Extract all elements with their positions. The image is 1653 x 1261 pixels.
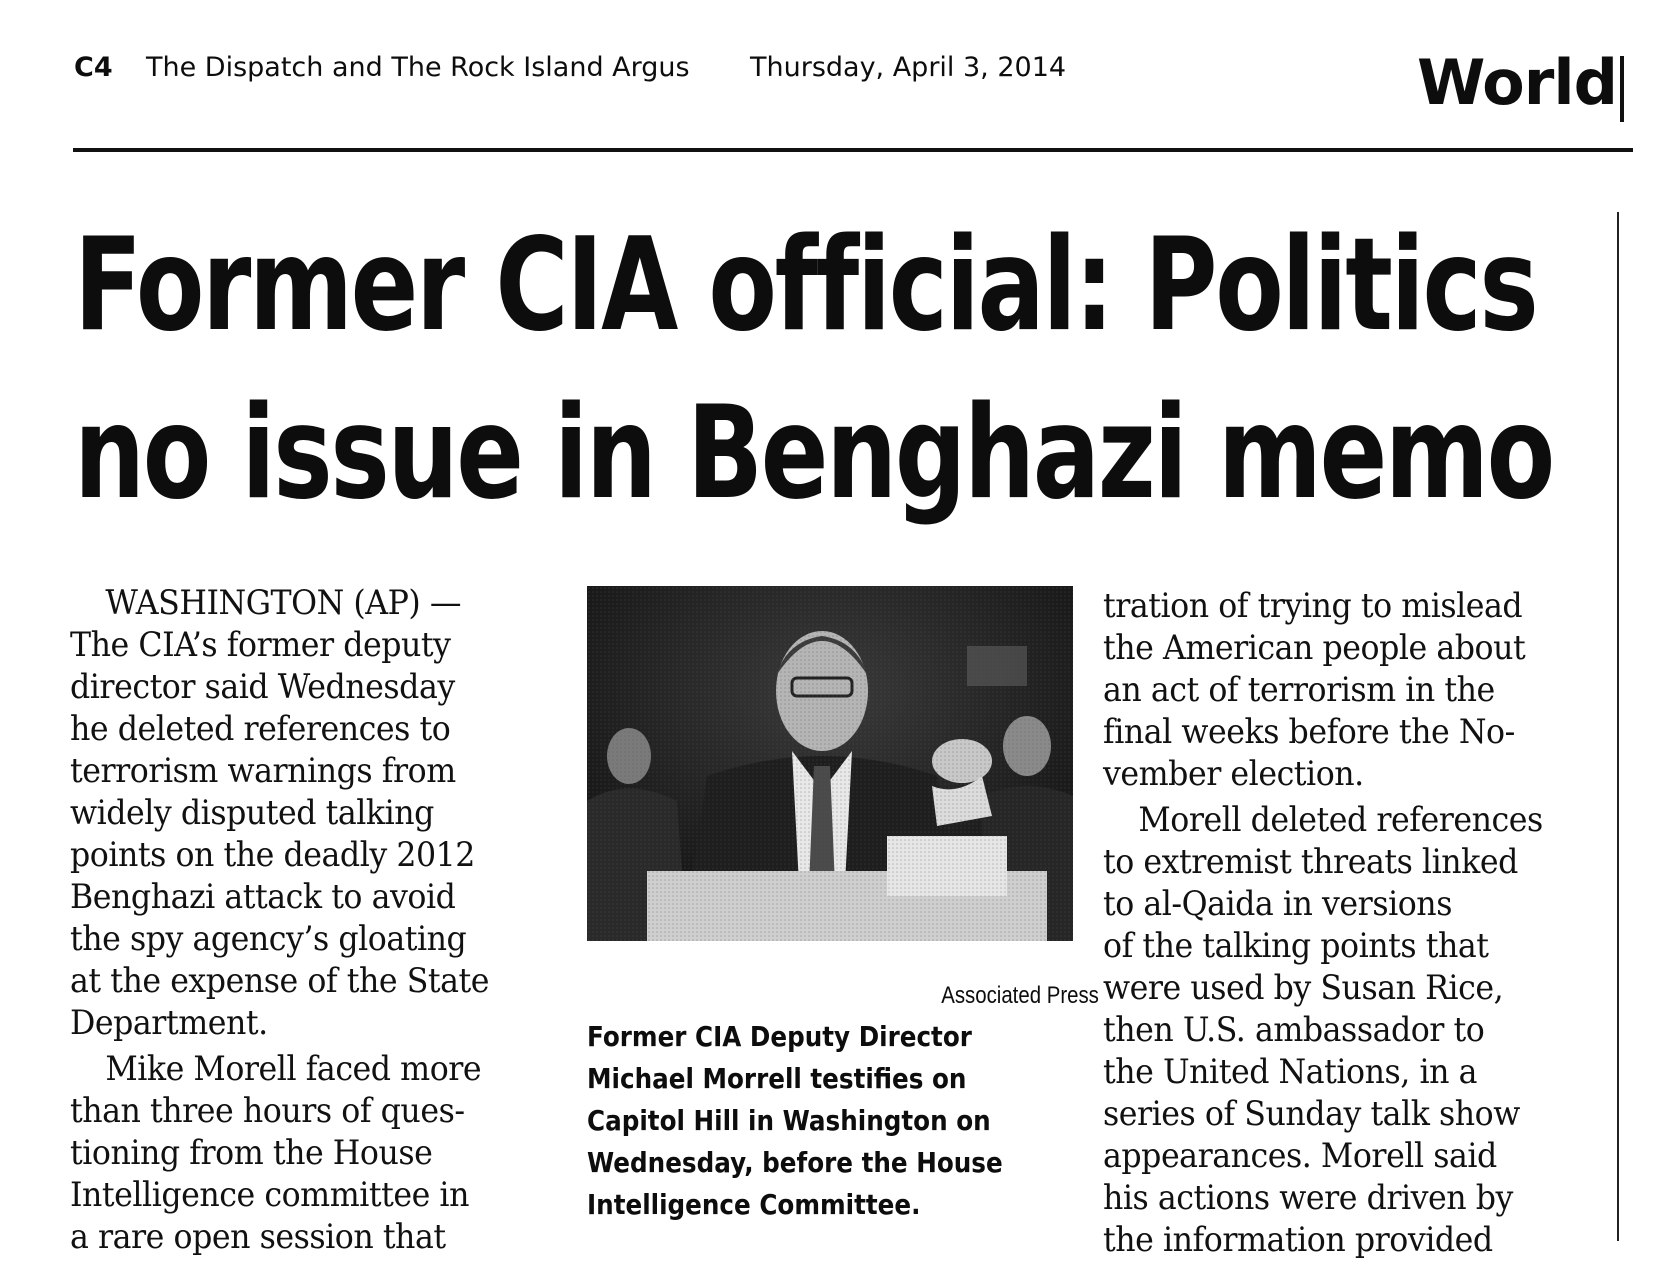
- photo-illustration: [587, 586, 1073, 941]
- publication-date: Thursday, April 3, 2014: [750, 52, 1067, 83]
- body-line: were used by Susan Rice,: [1103, 968, 1504, 1008]
- body-line: then U.S. ambassador to: [1103, 1010, 1485, 1050]
- caption-line: Wednesday, before the House: [587, 1146, 1003, 1179]
- article-column-1: [70, 582, 521, 1258]
- body-line: The CIA’s former deputy: [70, 625, 451, 665]
- body-line: Department.: [70, 1003, 268, 1043]
- body-line: WASHINGTON (AP) —: [105, 583, 462, 623]
- body-line: Mike Morell faced more: [105, 1049, 482, 1089]
- body-line: tration of trying to mislead: [1103, 586, 1523, 626]
- body-line: vember election.: [1103, 754, 1364, 794]
- body-line: to al-Qaida in versions: [1103, 884, 1452, 924]
- body-line: he deleted references to: [70, 709, 451, 749]
- caption-line: Capitol Hill in Washington on: [587, 1104, 991, 1137]
- headline: [74, 202, 1553, 538]
- body-line: his actions were driven by: [1103, 1178, 1513, 1218]
- article-column-3: [1103, 585, 1576, 1261]
- body-line: a rare open session that: [70, 1217, 446, 1257]
- news-photo: [587, 586, 1073, 941]
- body-line: points on the deadly 2012: [70, 835, 475, 875]
- photo-caption: [587, 1016, 1080, 1226]
- page-number: C4: [74, 52, 113, 83]
- newspaper-name: The Dispatch and The Rock Island Argus: [146, 52, 690, 83]
- body-line: of the talking points that: [1103, 926, 1489, 966]
- body-line: the spy agency’s gloating: [70, 919, 467, 959]
- caption-line: Former CIA Deputy Director: [587, 1020, 972, 1053]
- body-line: terrorism warnings from: [70, 751, 456, 791]
- body-line: series of Sunday talk show: [1103, 1094, 1520, 1134]
- body-line: Morell deleted references: [1138, 800, 1543, 840]
- body-line: tioning from the House: [70, 1133, 433, 1173]
- body-line: an act of terrorism in the: [1103, 670, 1495, 710]
- body-line: at the expense of the State: [70, 961, 490, 1001]
- caption-line: Intelligence Committee.: [587, 1188, 921, 1221]
- photo-credit: Associated Press: [941, 982, 1099, 1009]
- header-rule: [73, 148, 1633, 152]
- body-line: the information provided: [1103, 1220, 1493, 1260]
- body-line: appearances. Morell said: [1103, 1136, 1497, 1176]
- section-label: World: [1417, 46, 1617, 119]
- body-line: director said Wednesday: [70, 667, 455, 707]
- body-line: widely disputed talking: [70, 793, 434, 833]
- section-bar-divider: [1620, 56, 1624, 122]
- body-line: Intelligence committee in: [70, 1175, 469, 1215]
- headline-line-2: no issue in Benghazi memo: [74, 379, 1553, 528]
- body-line: Benghazi attack to avoid: [70, 877, 456, 917]
- body-line: final weeks before the No-: [1103, 712, 1515, 752]
- body-line: than three hours of ques-: [70, 1091, 465, 1131]
- body-line: to extremist threats linked: [1103, 842, 1518, 882]
- body-line: the United Nations, in a: [1103, 1052, 1477, 1092]
- headline-line-1: Former CIA official: Politics: [74, 211, 1537, 360]
- column-rule: [1617, 212, 1619, 1241]
- body-line: the American people about: [1103, 628, 1526, 668]
- caption-line: Michael Morrell testifies on: [587, 1062, 967, 1095]
